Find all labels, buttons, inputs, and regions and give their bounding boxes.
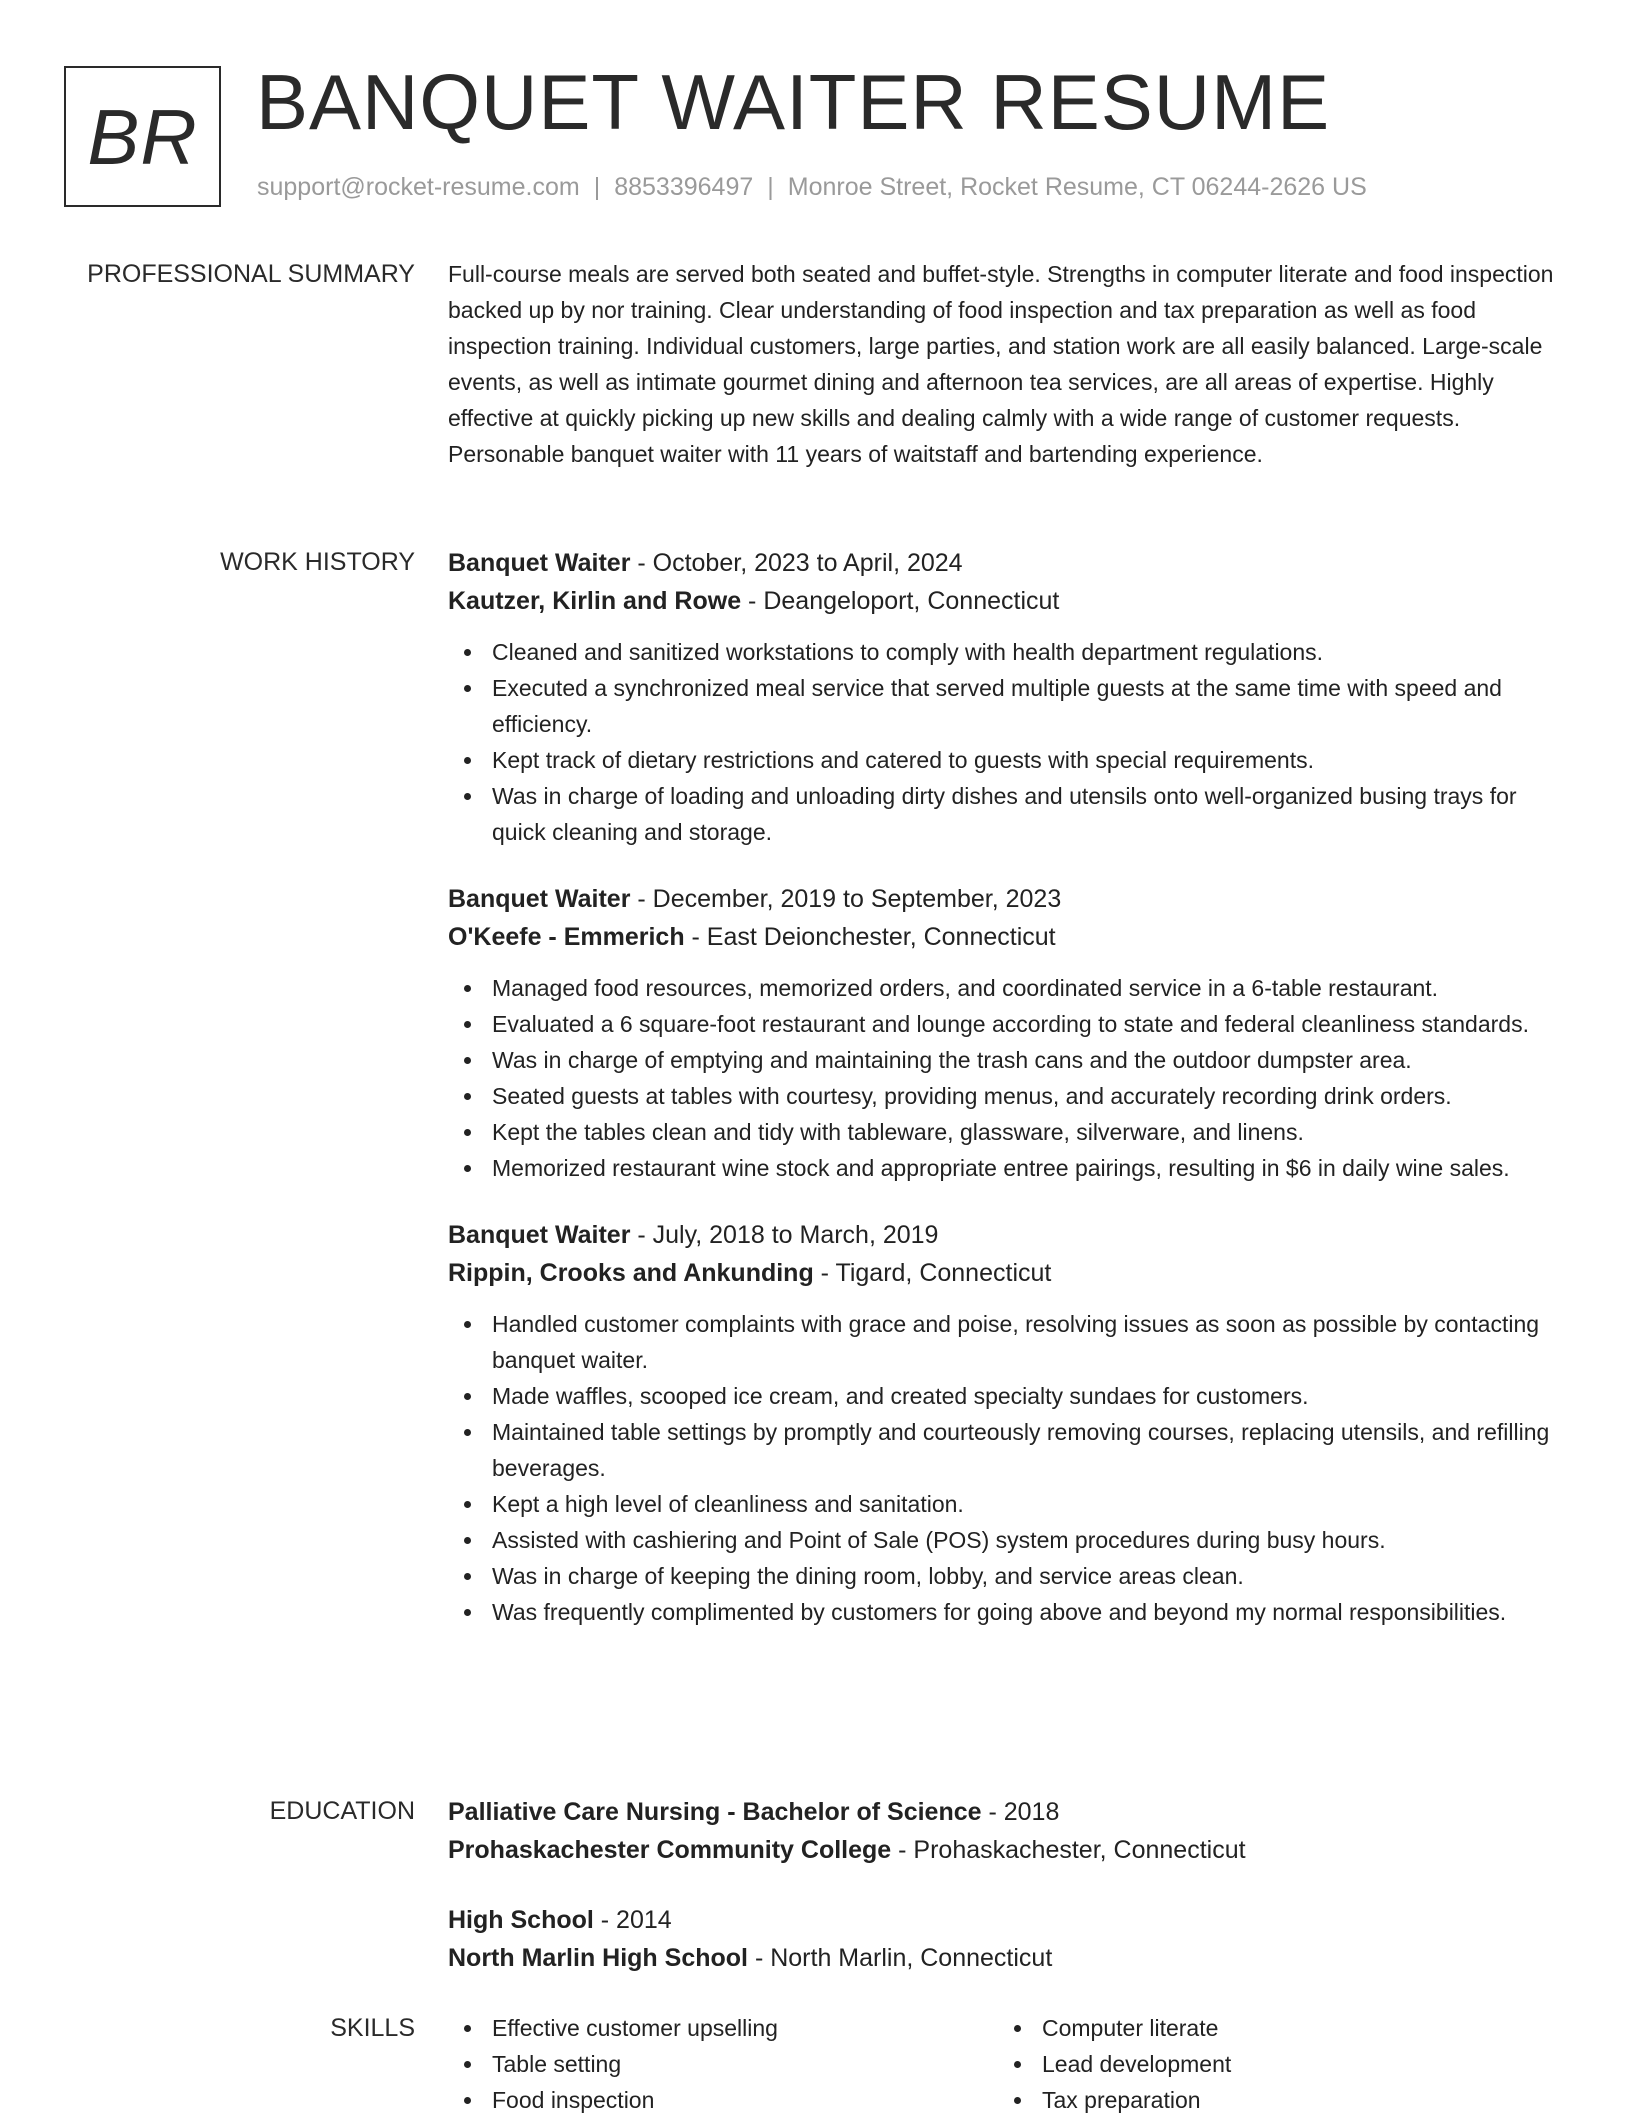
list-item: Evaluated a 6 square-foot restaurant and lounge according to state and federal cleanliness standards. <box>448 1006 1568 1042</box>
education-degree: High School <box>448 1906 594 1934</box>
list-item: Cleaned and sanitized workstations to comply with health department regulations. <box>448 634 1568 670</box>
job-entry <box>448 544 1568 850</box>
education-entry <box>448 1793 1568 1869</box>
skill-item: Table setting <box>448 2046 998 2082</box>
list-item: Memorized restaurant wine stock and appropriate entree pairings, resulting in $6 in daily wine sales. <box>448 1150 1568 1186</box>
job-entry <box>448 1216 1568 1630</box>
contact-separator: | <box>767 173 774 201</box>
contact-phone[interactable]: 8853396497 <box>614 173 754 201</box>
skills-column-left <box>448 2010 998 2118</box>
list-item: Assisted with cashiering and Point of Sale (POS) system procedures during busy hours. <box>448 1522 1568 1558</box>
skill-item: Computer literate <box>998 2010 1548 2046</box>
job-location: - East Deionchester, Connecticut <box>684 923 1056 951</box>
education-year: - 2014 <box>593 1906 672 1934</box>
page-title: BANQUET WAITER RESUME <box>256 58 1331 146</box>
section-heading: WORK HISTORY <box>220 548 415 576</box>
job-dates: - October, 2023 to April, 2024 <box>630 549 963 577</box>
education-location: - Prohaskachester, Connecticut <box>891 1836 1246 1864</box>
job-location: - Tigard, Connecticut <box>813 1259 1052 1287</box>
section-heading: PROFESSIONAL SUMMARY <box>87 260 415 288</box>
list-item: Seated guests at tables with courtesy, providing menus, and accurately recording drink orders. <box>448 1078 1568 1114</box>
skills-column-right <box>998 2010 1548 2118</box>
job-title: Banquet Waiter <box>448 885 631 913</box>
education-school: North Marlin High School <box>448 1944 748 1972</box>
education-location: - North Marlin, Connecticut <box>748 1944 1053 1972</box>
skill-item: Effective customer upselling <box>448 2010 998 2046</box>
skill-item: Tax preparation <box>998 2082 1548 2118</box>
skill-item: Lead development <box>998 2046 1548 2082</box>
section-heading: SKILLS <box>330 2014 415 2042</box>
section-heading: EDUCATION <box>269 1797 415 1825</box>
list-item: Handled customer complaints with grace and poise, resolving issues as soon as possible by contacting banquet waiter. <box>448 1306 1568 1378</box>
job-bullets <box>448 970 1568 1186</box>
job-entry <box>448 880 1568 1186</box>
list-item: Was frequently complimented by customers for going above and beyond my normal responsibilities. <box>448 1594 1568 1630</box>
education-year: - 2018 <box>981 1798 1060 1826</box>
education-school: Prohaskachester Community College <box>448 1836 892 1864</box>
job-company: Kautzer, Kirlin and Rowe <box>448 587 742 615</box>
list-item: Executed a synchronized meal service that served multiple guests at the same time with speed and efficiency. <box>448 670 1568 742</box>
list-item: Was in charge of emptying and maintaining the trash cans and the outdoor dumpster area. <box>448 1042 1568 1078</box>
job-title: Banquet Waiter <box>448 1221 631 1249</box>
education-entry <box>448 1901 1568 1977</box>
contact-line <box>257 173 1367 202</box>
contact-email[interactable]: support@rocket-resume.com <box>257 173 580 201</box>
list-item: Kept track of dietary restrictions and catered to guests with special requirements. <box>448 742 1568 778</box>
education-degree: Palliative Care Nursing - Bachelor of Science <box>448 1798 982 1826</box>
skills-list <box>448 2010 1568 2118</box>
monogram-box <box>64 66 221 207</box>
list-item: Kept the tables clean and tidy with tableware, glassware, silverware, and linens. <box>448 1114 1568 1150</box>
job-bullets <box>448 1306 1568 1630</box>
job-title: Banquet Waiter <box>448 549 631 577</box>
job-dates: - December, 2019 to September, 2023 <box>630 885 1062 913</box>
list-item: Maintained table settings by promptly and courteously removing courses, replacing utensils, and refilling beverages. <box>448 1414 1568 1486</box>
list-item: Made waffles, scooped ice cream, and created specialty sundaes for customers. <box>448 1378 1568 1414</box>
list-item: Was in charge of loading and unloading dirty dishes and utensils onto well-organized busing trays for quick cleaning and storage. <box>448 778 1568 850</box>
job-company: Rippin, Crooks and Ankunding <box>448 1259 814 1287</box>
job-dates: - July, 2018 to March, 2019 <box>630 1221 939 1249</box>
monogram-initials: BR <box>87 92 198 181</box>
list-item: Managed food resources, memorized orders, and coordinated service in a 6-table restaurant. <box>448 970 1568 1006</box>
job-company: O'Keefe - Emmerich <box>448 923 685 951</box>
contact-separator: | <box>593 173 601 201</box>
list-item: Was in charge of keeping the dining room, lobby, and service areas clean. <box>448 1558 1568 1594</box>
job-location: - Deangeloport, Connecticut <box>741 587 1060 615</box>
contact-address: Monroe Street, Rocket Resume, CT 06244-2626 US <box>787 173 1367 201</box>
skill-item: Food inspection <box>448 2082 998 2118</box>
job-list <box>448 544 1568 1660</box>
job-bullets <box>448 634 1568 850</box>
summary-text: Full-course meals are served both seated and buffet-style. Strengths in computer literate and food inspection backed up by nor training. Clear understanding of food inspection and tax preparation as well as food inspection training. Individual customers, large parties, and station work are all easily balanced. Large-scale events, as well as intimate gourmet dining and afternoon tea services, are all areas of expertise. Highly effective at quickly picking up new skills and dealing calmly with a wide range of customer requests. Personable banquet waiter with 11 years of waitstaff and bartending experience. <box>448 261 1554 467</box>
list-item: Kept a high level of cleanliness and sanitation. <box>448 1486 1568 1522</box>
